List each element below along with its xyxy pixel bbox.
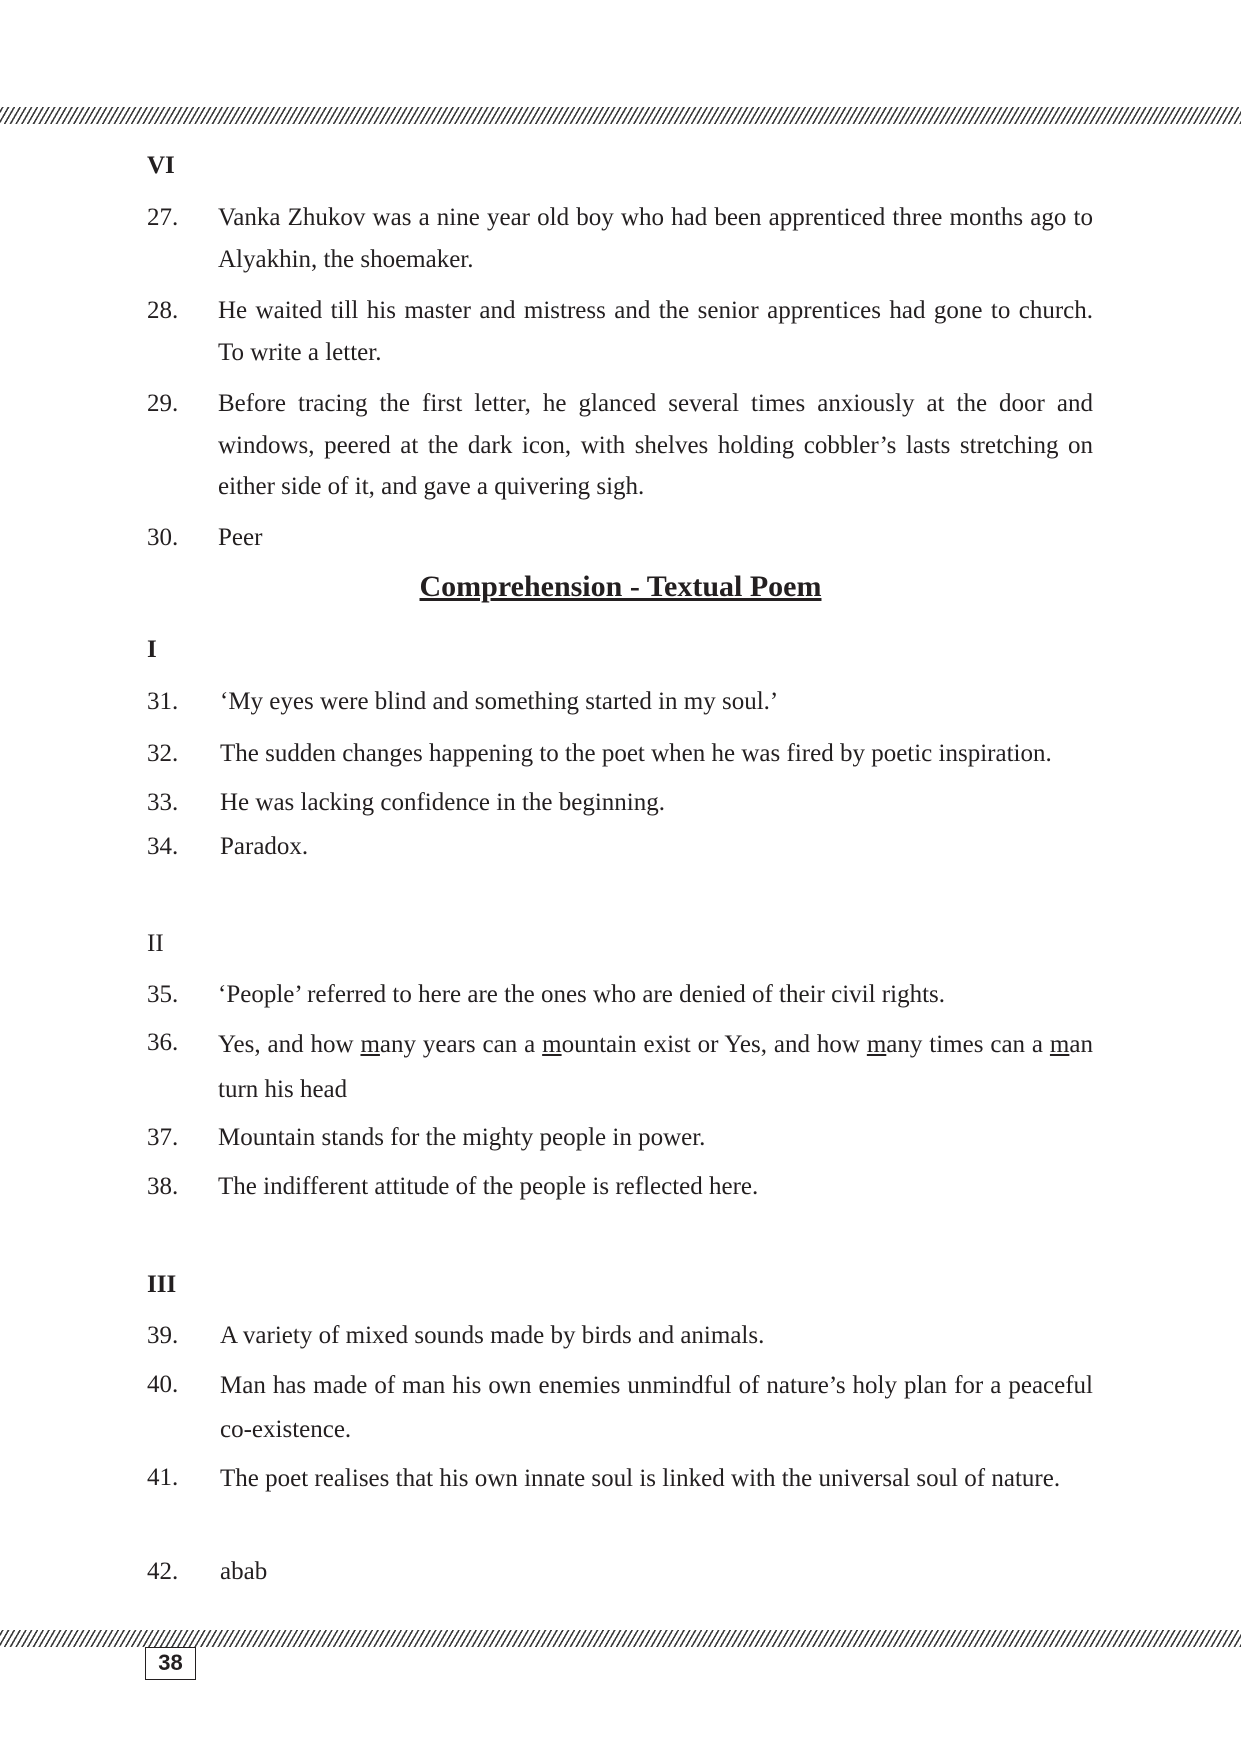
answer-number: 41. <box>147 1464 179 1491</box>
answer-text: The poet realises that his own innate soul is linked with the universal soul of nature. <box>220 1465 1061 1492</box>
answer-text: Peer <box>218 524 263 551</box>
answer-37 <box>147 1117 1093 1159</box>
answer-text: ‘My eyes were blind and something started in my soul.’ <box>220 688 779 715</box>
answer-number: 30. <box>147 524 179 551</box>
answer-27 <box>147 197 1093 280</box>
answer-text: He was lacking confidence in the beginning. <box>220 789 665 816</box>
answer-number: 40. <box>147 1371 179 1398</box>
section-label-i: I <box>147 636 157 663</box>
answer-text: Before tracing the first letter, he glanced several times anxiously at the door and windows, peered at the dark icon, with shelves holding cobbler’s lasts stretching on either side of it, and gave a quivering sigh. <box>218 390 1093 500</box>
top-hatched-border <box>0 107 1241 124</box>
answer-text: A variety of mixed sounds made by birds and animals. <box>220 1322 765 1349</box>
answer-number: 35. <box>147 981 179 1008</box>
answer-33 <box>147 782 1093 824</box>
answer-34 <box>147 826 1093 868</box>
answer-41 <box>147 1457 1093 1501</box>
answer-29 <box>147 383 1093 508</box>
answer-number: 31. <box>147 688 179 715</box>
answer-30 <box>147 517 1093 559</box>
bottom-hatched-border <box>0 1630 1241 1647</box>
answer-text: He waited till his master and mistress and the senior apprentices had gone to church. To write a letter. <box>218 297 1093 366</box>
section-label-iii: III <box>147 1271 177 1298</box>
answer-40 <box>147 1364 1093 1452</box>
section-label-ii: II <box>147 930 164 957</box>
answer-number: 29. <box>147 390 179 417</box>
answer-number: 37. <box>147 1124 179 1151</box>
answer-text: ‘People’ referred to here are the ones who are denied of their civil rights. <box>218 981 946 1008</box>
answer-text: abab <box>220 1558 268 1585</box>
answer-36 <box>147 1022 1093 1112</box>
answer-42 <box>147 1551 1093 1593</box>
answer-32 <box>147 733 1093 775</box>
answer-28 <box>147 290 1093 373</box>
answer-text: Man has made of man his own enemies unmindful of nature’s holy plan for a peaceful co-existence. <box>220 1372 1093 1443</box>
answer-text: The indifferent attitude of the people is reflected here. <box>218 1173 759 1200</box>
answer-text: Mountain stands for the mighty people in power. <box>218 1124 706 1151</box>
answer-number: 28. <box>147 297 179 324</box>
answer-38 <box>147 1166 1093 1208</box>
answer-text: The sudden changes happening to the poet when he was fired by poetic inspiration. <box>220 740 1052 767</box>
answer-number: 42. <box>147 1558 179 1585</box>
answer-number: 34. <box>147 833 179 860</box>
answer-text: Yes, and how many years can a mountain exist or Yes, and how many times can a man turn his head <box>218 1031 1093 1103</box>
answer-number: 39. <box>147 1322 179 1349</box>
answer-text: Paradox. <box>220 833 309 860</box>
answer-text: Vanka Zhukov was a nine year old boy who had been apprenticed three months ago to Alyakhin, the shoemaker. <box>218 204 1093 273</box>
answer-31 <box>147 681 1093 723</box>
answer-number: 38. <box>147 1173 179 1200</box>
answer-39 <box>147 1315 1093 1357</box>
answer-number: 33. <box>147 789 179 816</box>
answer-number: 36. <box>147 1029 179 1056</box>
section-label-vi: VI <box>147 152 175 179</box>
section-heading: Comprehension - Textual Poem <box>419 570 822 603</box>
page-number: 38 <box>145 1647 196 1680</box>
answer-number: 27. <box>147 204 179 231</box>
answer-number: 32. <box>147 740 179 767</box>
answer-35 <box>147 974 1093 1016</box>
